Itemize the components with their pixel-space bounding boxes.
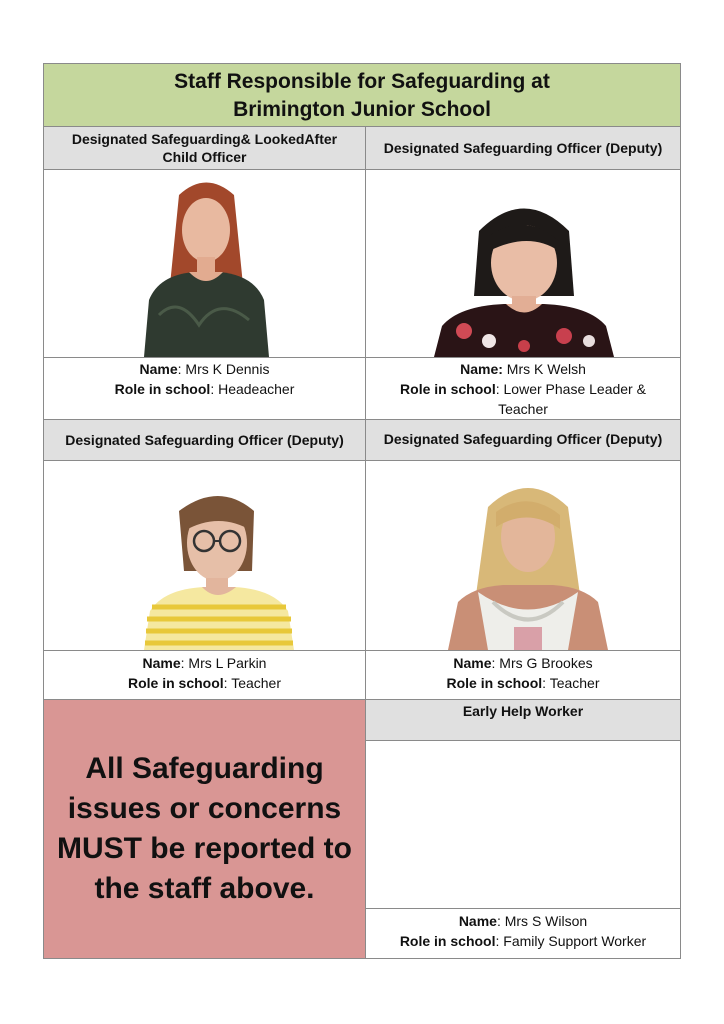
- staff-5-role-label: Role in school: [399, 933, 496, 949]
- staff-5-photo-cell: [366, 741, 680, 908]
- row-divider: [44, 460, 680, 461]
- staff-2-photo: [434, 191, 614, 357]
- staff-1-role: : Headeacher: [210, 381, 295, 397]
- staff-4-info: [366, 651, 680, 699]
- staff-5-name-label: Name: [458, 913, 497, 929]
- staff-3-name-label: Name: [142, 655, 181, 671]
- row-divider: [366, 908, 680, 909]
- staff-5-role: : Family Support Worker: [495, 933, 647, 949]
- title-line-2: Brimington Junior School: [233, 98, 491, 121]
- row-divider: [44, 357, 680, 358]
- title-line-1: Staff Responsible for Safeguarding at: [174, 70, 550, 93]
- staff-1-name-label: Name: [139, 361, 178, 377]
- staff-5-name: : Mrs S Wilson: [496, 913, 588, 929]
- staff-4-name: : Mrs G Brookes: [491, 655, 593, 671]
- staff-5-heading: Early Help Worker: [366, 700, 680, 740]
- staff-3-heading: Designated Safeguarding Officer (Deputy): [44, 420, 365, 460]
- safeguarding-notice: All Safeguarding issues or concerns MUST be reported to the staff above.: [44, 700, 365, 958]
- staff-3-name: : Mrs L Parkin: [180, 655, 267, 671]
- staff-3-role-label: Role in school: [127, 675, 224, 691]
- page-title: [44, 64, 680, 127]
- staff-1-heading: Designated Safeguarding& LookedAfter Child Officer: [44, 127, 365, 169]
- staff-1-name: : Mrs K Dennis: [177, 361, 270, 377]
- row-divider: [44, 650, 680, 651]
- staff-2-role: : Lower Phase Leader & Teacher: [495, 381, 646, 417]
- staff-2-heading: Designated Safeguarding Officer (Deputy): [366, 127, 680, 169]
- staff-2-role-label: Role in school: [400, 381, 496, 397]
- row-divider: [44, 419, 680, 420]
- row-divider: [44, 169, 680, 170]
- staff-3-info: [44, 651, 365, 699]
- row-divider: [44, 699, 680, 700]
- staff-2-name-label: Name:: [460, 361, 503, 377]
- staff-3-photo-cell: [44, 461, 365, 650]
- staff-3-photo: [144, 481, 294, 650]
- staff-2-info: [366, 357, 680, 419]
- staff-3-role: : Teacher: [223, 675, 282, 691]
- safeguarding-table: [43, 63, 681, 959]
- staff-1-role-label: Role in school: [114, 381, 211, 397]
- staff-4-role: : Teacher: [542, 675, 600, 691]
- staff-5-info: [366, 909, 680, 958]
- column-divider: [365, 127, 366, 958]
- staff-1-info: [44, 357, 365, 419]
- staff-2-name: Mrs K Welsh: [502, 361, 586, 377]
- staff-2-photo-cell: [366, 169, 680, 357]
- staff-4-photo-cell: [366, 461, 680, 650]
- staff-4-heading: Designated Safeguarding Officer (Deputy): [366, 420, 680, 460]
- staff-4-photo: [448, 477, 608, 650]
- staff-1-photo-cell: [44, 169, 365, 357]
- staff-4-role-label: Role in school: [446, 675, 543, 691]
- row-divider: [366, 740, 680, 741]
- staff-4-name-label: Name: [453, 655, 492, 671]
- staff-1-photo: [139, 175, 274, 357]
